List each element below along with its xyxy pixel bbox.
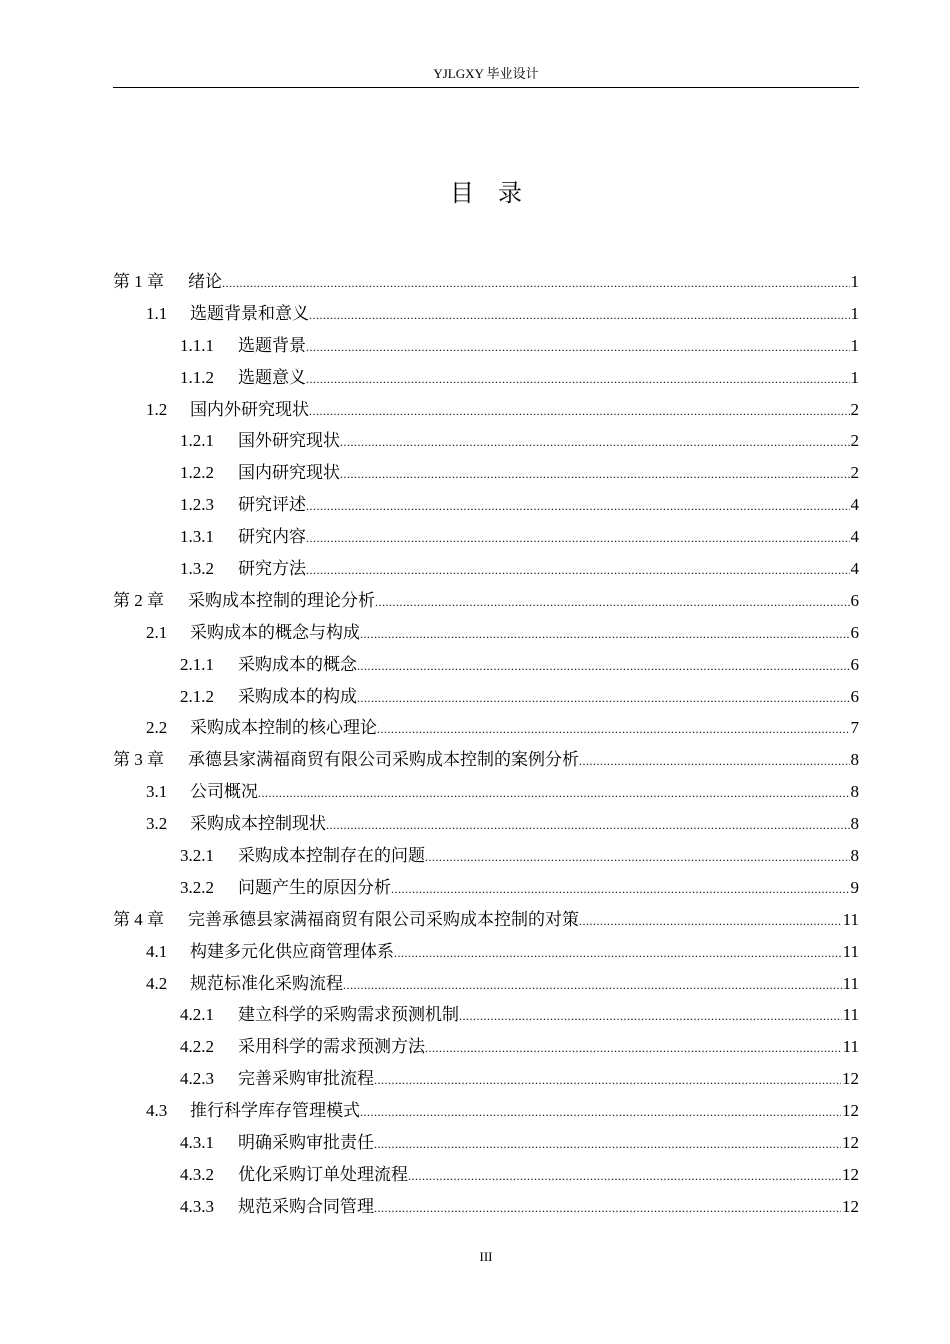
toc-entry-number: 4.2 xyxy=(146,973,168,993)
toc-entry[interactable] xyxy=(113,617,859,649)
toc-entry-title: 构建多元化供应商管理体系 xyxy=(190,941,394,961)
dot-leader xyxy=(579,746,850,778)
toc-entry-number: 第 2 章 xyxy=(113,590,164,610)
toc-entry[interactable] xyxy=(113,872,859,904)
toc-entry-number: 4.2.3 xyxy=(180,1069,214,1089)
dot-leader xyxy=(377,714,850,746)
toc-entry-number: 3.2 xyxy=(146,814,168,834)
toc-entry-number: 2.2 xyxy=(146,718,168,738)
toc-entry[interactable] xyxy=(113,744,859,776)
toc-entry-number: 1.2.2 xyxy=(180,463,214,483)
toc-entry-title: 公司概况 xyxy=(190,782,258,802)
dot-leader xyxy=(306,332,850,364)
dot-leader xyxy=(306,364,850,396)
toc-entry-page: 11 xyxy=(842,1037,859,1057)
dot-leader xyxy=(357,651,850,683)
toc-entry-number: 4.2.1 xyxy=(180,1005,214,1025)
toc-entry-number: 3.2.1 xyxy=(180,846,214,866)
dot-leader xyxy=(340,427,850,459)
toc-entry[interactable] xyxy=(113,298,859,330)
toc-entry-page: 8 xyxy=(850,814,859,834)
toc-entry-page: 12 xyxy=(842,1101,859,1121)
toc-entry-title: 采购成本控制现状 xyxy=(190,814,326,834)
toc-entry-page: 11 xyxy=(842,973,859,993)
toc-entry-number: 1.3.2 xyxy=(180,559,214,579)
toc-entry-number: 4.3.1 xyxy=(180,1133,214,1153)
toc-entry[interactable] xyxy=(113,1127,859,1159)
toc-entry-page: 6 xyxy=(850,654,859,674)
toc-entry-number: 4.3.3 xyxy=(180,1196,214,1216)
toc-entry-page: 1 xyxy=(850,367,859,387)
toc-entry-page: 11 xyxy=(842,941,859,961)
table-of-contents xyxy=(113,266,859,1223)
toc-entry[interactable] xyxy=(113,776,859,808)
dot-leader xyxy=(374,1065,841,1097)
toc-entry-title: 问题产生的原因分析 xyxy=(238,877,391,897)
toc-entry-page: 2 xyxy=(850,431,859,451)
toc-entry-number: 第 1 章 xyxy=(113,272,164,291)
toc-entry-page: 6 xyxy=(850,590,859,610)
header-rule xyxy=(113,87,859,88)
toc-entry-page: 4 xyxy=(850,495,859,515)
dot-leader xyxy=(306,555,850,587)
toc-entry[interactable] xyxy=(113,840,859,872)
toc-title: 目 录 xyxy=(450,181,522,207)
toc-entry-title: 承德县家满福商贸有限公司采购成本控制的案例分析 xyxy=(188,750,579,770)
toc-entry[interactable] xyxy=(113,1031,859,1063)
toc-entry-page: 1 xyxy=(850,272,859,291)
toc-entry-page: 4 xyxy=(850,559,859,579)
toc-entry-title: 研究方法 xyxy=(238,559,306,579)
toc-entry-number: 1.3.1 xyxy=(180,527,214,547)
toc-entry-title: 采购成本的概念 xyxy=(238,654,357,674)
toc-entry-page: 12 xyxy=(842,1133,859,1153)
toc-entry-number: 2.1.1 xyxy=(180,654,214,674)
dot-leader xyxy=(306,523,850,555)
dot-leader xyxy=(340,459,850,491)
toc-entry-number: 1.2.3 xyxy=(180,495,214,515)
dot-leader xyxy=(306,491,850,523)
toc-entry-number: 2.1 xyxy=(146,622,168,642)
toc-entry[interactable] xyxy=(113,521,859,553)
toc-entry-page: 8 xyxy=(850,750,859,770)
toc-entry-number: 3.2.2 xyxy=(180,877,214,897)
toc-entry-page: 1 xyxy=(850,335,859,355)
toc-entry-number: 4.3 xyxy=(146,1101,168,1121)
toc-entry-page: 1 xyxy=(850,303,859,323)
toc-entry-title: 选题背景和意义 xyxy=(190,303,309,323)
dot-leader xyxy=(374,1129,841,1161)
dot-leader xyxy=(375,587,850,619)
page-header: YJLGXY 毕业设计 xyxy=(433,66,539,81)
toc-entry[interactable] xyxy=(113,553,859,585)
toc-entry-title: 研究内容 xyxy=(238,527,306,547)
toc-entry-title: 采购成本的概念与构成 xyxy=(190,622,360,642)
toc-entry[interactable] xyxy=(113,681,859,713)
toc-entry-page: 12 xyxy=(842,1164,859,1184)
dot-leader xyxy=(326,810,850,842)
toc-entry-title: 规范采购合同管理 xyxy=(238,1196,374,1216)
toc-entry-page: 12 xyxy=(842,1196,859,1216)
toc-entry-page: 8 xyxy=(850,846,859,866)
toc-entry[interactable] xyxy=(113,1095,859,1127)
toc-entry-page: 8 xyxy=(850,782,859,802)
toc-entry-title: 完善承德县家满福商贸有限公司采购成本控制的对策 xyxy=(188,909,579,929)
dot-leader xyxy=(357,683,850,715)
toc-entry-number: 1.1 xyxy=(146,303,168,323)
toc-entry[interactable] xyxy=(113,330,859,362)
toc-entry[interactable] xyxy=(113,425,859,457)
toc-entry[interactable] xyxy=(113,362,859,394)
toc-entry-page: 11 xyxy=(842,1005,859,1025)
toc-entry-page: 7 xyxy=(850,718,859,738)
toc-entry-page: 4 xyxy=(850,527,859,547)
toc-entry[interactable] xyxy=(113,585,859,617)
toc-entry-page: 11 xyxy=(842,909,859,929)
toc-entry-number: 4.1 xyxy=(146,941,168,961)
dot-leader xyxy=(222,268,850,300)
toc-entry[interactable] xyxy=(113,649,859,681)
dot-leader xyxy=(579,906,842,938)
toc-entry-title: 采购成本控制的核心理论 xyxy=(190,718,377,738)
toc-entry-page: 2 xyxy=(850,463,859,483)
toc-entry-number: 1.1.1 xyxy=(180,335,214,355)
dot-leader xyxy=(408,1161,841,1193)
toc-entry-title: 研究评述 xyxy=(238,495,306,515)
toc-entry-title: 国内研究现状 xyxy=(238,463,340,483)
toc-entry-title: 完善采购审批流程 xyxy=(238,1069,374,1089)
dot-leader xyxy=(425,842,850,874)
toc-entry-title: 规范标准化采购流程 xyxy=(190,973,343,993)
toc-entry-title: 绪论 xyxy=(188,272,222,291)
toc-entry-number: 2.1.2 xyxy=(180,686,214,706)
toc-entry[interactable] xyxy=(113,489,859,521)
toc-entry-title: 采购成本的构成 xyxy=(238,686,357,706)
toc-entry[interactable] xyxy=(113,904,859,936)
toc-entry-number: 4.2.2 xyxy=(180,1037,214,1057)
toc-entry-page: 2 xyxy=(850,399,859,419)
toc-entry[interactable] xyxy=(113,266,859,298)
toc-entry-number: 1.2.1 xyxy=(180,431,214,451)
toc-entry-title: 选题背景 xyxy=(238,335,306,355)
toc-entry[interactable] xyxy=(113,712,859,744)
dot-leader xyxy=(360,1097,841,1129)
toc-entry-page: 6 xyxy=(850,622,859,642)
dot-leader xyxy=(258,778,850,810)
toc-entry-title: 国外研究现状 xyxy=(238,431,340,451)
toc-entry-title: 优化采购订单处理流程 xyxy=(238,1164,408,1184)
dot-leader xyxy=(309,396,850,428)
dot-leader xyxy=(425,1033,842,1065)
toc-entry-number: 4.3.2 xyxy=(180,1164,214,1184)
toc-entry[interactable] xyxy=(113,394,859,426)
toc-entry-title: 采购成本控制存在的问题 xyxy=(238,846,425,866)
toc-entry[interactable] xyxy=(113,936,859,968)
toc-entry-title: 推行科学库存管理模式 xyxy=(190,1101,360,1121)
dot-leader xyxy=(309,300,850,332)
toc-entry[interactable] xyxy=(113,968,859,1000)
toc-entry-title: 采用科学的需求预测方法 xyxy=(238,1037,425,1057)
toc-entry-number: 1.2 xyxy=(146,399,168,419)
toc-entry[interactable] xyxy=(113,999,859,1031)
toc-entry[interactable] xyxy=(113,808,859,840)
toc-entry-number: 第 3 章 xyxy=(113,750,164,770)
dot-leader xyxy=(394,938,842,970)
toc-entry-title: 国内外研究现状 xyxy=(190,399,309,419)
dot-leader xyxy=(459,1001,842,1033)
toc-entry-number: 第 4 章 xyxy=(113,909,164,929)
page-number: III xyxy=(479,1249,493,1264)
toc-entry[interactable] xyxy=(113,1063,859,1095)
toc-entry-page: 6 xyxy=(850,686,859,706)
toc-entry-page: 9 xyxy=(850,877,859,897)
toc-entry-number: 3.1 xyxy=(146,782,168,802)
toc-entry-title: 明确采购审批责任 xyxy=(238,1133,374,1153)
dot-leader xyxy=(391,874,850,906)
toc-entry-page: 12 xyxy=(842,1069,859,1089)
toc-entry-number: 1.1.2 xyxy=(180,367,214,387)
dot-leader xyxy=(360,619,850,651)
toc-entry[interactable] xyxy=(113,1159,859,1191)
dot-leader xyxy=(343,970,842,1002)
toc-entry-title: 建立科学的采购需求预测机制 xyxy=(238,1005,459,1025)
toc-entry-title: 采购成本控制的理论分析 xyxy=(188,590,375,610)
toc-entry-title: 选题意义 xyxy=(238,367,306,387)
toc-entry[interactable] xyxy=(113,1191,859,1223)
dot-leader xyxy=(374,1193,841,1225)
toc-entry[interactable] xyxy=(113,457,859,489)
